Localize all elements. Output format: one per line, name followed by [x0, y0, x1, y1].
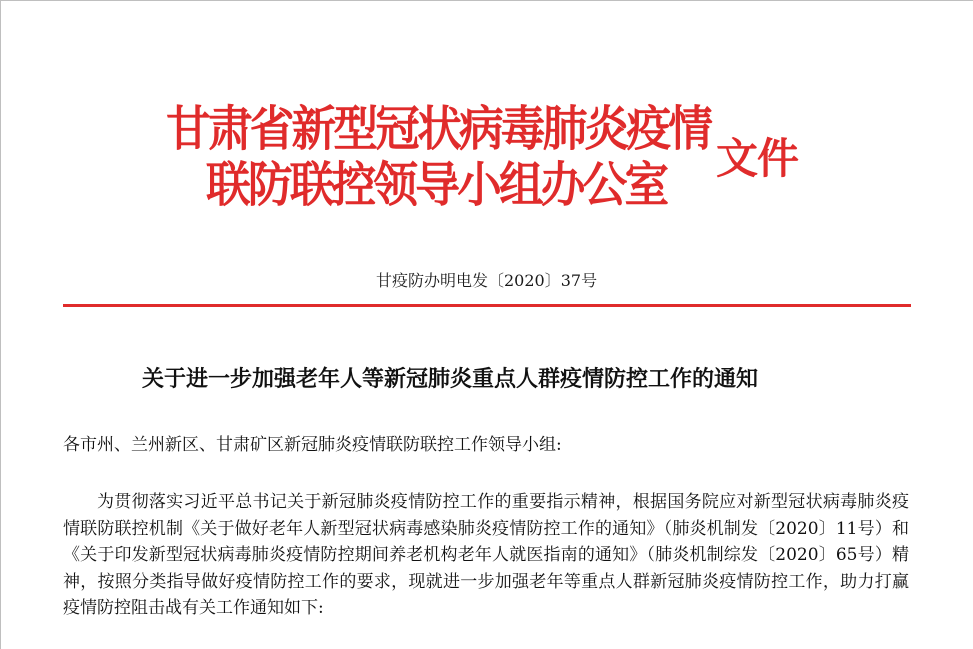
document-title: 关于进一步加强老年人等新冠肺炎重点人群疫情防控工作的通知 [142, 366, 759, 392]
body-paragraph: 为贯彻落实习近平总书记关于新冠肺炎疫情防控工作的重要指示精神，根据国务院应对新型冠状病毒肺炎疫情联防联控机制《关于做好老年人新型冠状病毒感染肺炎疫情防控工作的通知》（肺炎机制发〔2020〕11号）和《关于印发新型冠状病毒肺炎疫情防控期间养老机构老年人就医指南的通知》（肺炎机制综发〔2020〕65号）精神，按照分类指导做好疫情防控工作的要求，现就进一步加强老年等重点人群新冠肺炎疫情防控工作，助力打赢疫情防控阻击战有关工作通知如下: [63, 492, 909, 619]
salutation: 各市州、兰州新区、甘肃矿区新冠肺炎疫情联防联控工作领导小组: [63, 435, 562, 455]
red-separator-line [63, 304, 911, 307]
document-type-label: 文件 [716, 134, 799, 183]
document-number: 甘疫防办明电发〔2020〕37号 [376, 271, 598, 290]
issuer-name-line2: 联防联控领导小组办公室 [206, 157, 667, 213]
page-border-top [0, 0, 973, 1]
page-border-left [0, 0, 1, 649]
issuer-name-line1: 甘肃省新型冠状病毒肺炎疫情 [166, 101, 711, 157]
